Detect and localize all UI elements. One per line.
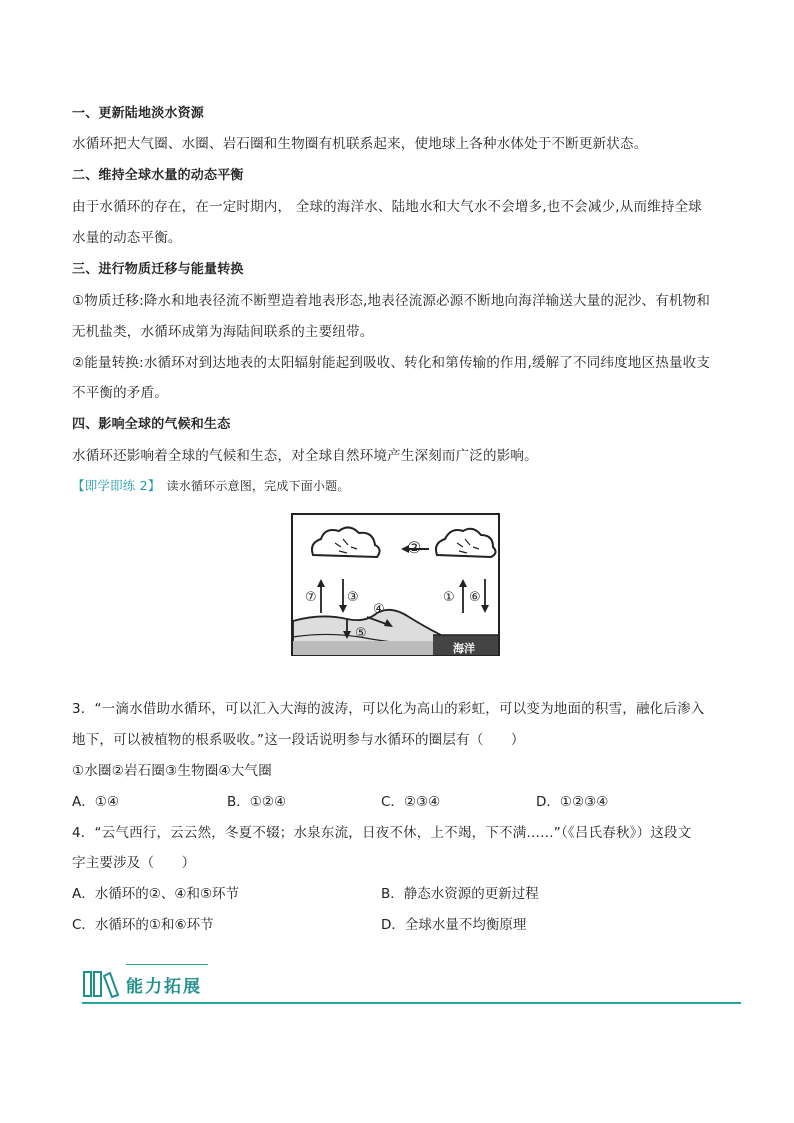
- practice-tag: 【即学即练 2】: [72, 478, 161, 493]
- q3-option-a[interactable]: A．①④: [72, 794, 119, 810]
- q4-option-d[interactable]: D．全球水量不均衡原理: [381, 917, 527, 933]
- q4-option-a[interactable]: A．水循环的②、④和⑤环节: [72, 886, 240, 902]
- q4-line-2: 字主要涉及（ ）: [72, 855, 196, 871]
- q3-option-d[interactable]: D．①②③④: [536, 794, 609, 810]
- section-3-line-3: ②能量转换:水循环对到达地表的太阳辐射能起到吸收、转化和第传输的作用,缓解了不同纬度地区热量收支: [72, 355, 711, 371]
- label-2: ②: [407, 538, 422, 557]
- section-3-line-2: 无机盐类，水循环成第为海陆间联系的主要纽带。: [72, 324, 374, 340]
- label-1: ①: [443, 590, 455, 605]
- section-1-title: 一、更新陆地淡水资源: [72, 106, 205, 121]
- water-cycle-diagram: [291, 513, 500, 656]
- section-2-line-2: 水量的动态平衡。: [72, 230, 182, 246]
- section-4-line-1: 水循环还影响着全球的气候和生态，对全球自然环境产生深刻而广泛的影响。: [72, 448, 538, 464]
- section-3-title: 三、进行物质迁移与能量转换: [72, 262, 244, 277]
- section-divider: [82, 1002, 741, 1004]
- q3-line-3: ①水圈②岩石圈③生物圈④大气圈: [72, 763, 272, 779]
- q3-line-1: 3．“一滴水借助水循环，可以汇入大海的波涛，可以化为高山的彩虹，可以变为地面的积雪，融化后渗入: [72, 701, 705, 717]
- q3-option-b[interactable]: B．①②④: [227, 794, 287, 810]
- section-4-title: 四、影响全球的气候和生态: [72, 417, 231, 432]
- q4-option-b[interactable]: B．静态水资源的更新过程: [381, 886, 539, 902]
- section-2-title: 二、维持全球水量的动态平衡: [72, 168, 244, 183]
- label-sea: 海洋: [453, 642, 475, 655]
- label-6: ⑥: [469, 590, 481, 605]
- practice-instruction: 读水循环示意图，完成下面小题。: [166, 479, 350, 493]
- section-1-line-1: 水循环把大气圈、水圈、岩石圈和生物圈有机联系起来，使地球上各种水体处于不断更新状态。: [72, 136, 648, 152]
- section-title-overline: [126, 964, 208, 965]
- label-5: ⑤: [355, 626, 367, 641]
- section-3-line-4: 不平衡的矛盾。: [72, 385, 168, 401]
- ability-extension-title: 能力拓展: [126, 977, 202, 997]
- q3-line-2: 地下，可以被植物的根系吸收。”这一段话说明参与水循环的圈层有（ ）: [72, 732, 525, 748]
- label-7: ⑦: [305, 590, 317, 605]
- practice-heading: [72, 476, 350, 494]
- label-4: ④: [373, 602, 385, 617]
- label-3: ③: [347, 590, 359, 605]
- q4-line-1: 4．“云气西行，云云然，冬夏不辍；水泉东流，日夜不休，上不竭，下不满……”（《吕氏春秋》）这段文: [72, 825, 692, 841]
- q3-option-c[interactable]: C．②③④: [381, 794, 441, 810]
- section-2-line-1: 由于水循环的存在，在一定时期内， 全球的海洋水、陆地水和大气水不会增多,也不会减少,从而维持全球: [72, 199, 702, 215]
- books-icon: [82, 968, 122, 1000]
- q4-option-c[interactable]: C．水循环的①和⑥环节: [72, 917, 214, 933]
- section-3-line-1: ①物质迁移:降水和地表径流不断塑造着地表形态,地表径流源必源不断地向海洋输送大量的泥沙、有机物和: [72, 293, 711, 309]
